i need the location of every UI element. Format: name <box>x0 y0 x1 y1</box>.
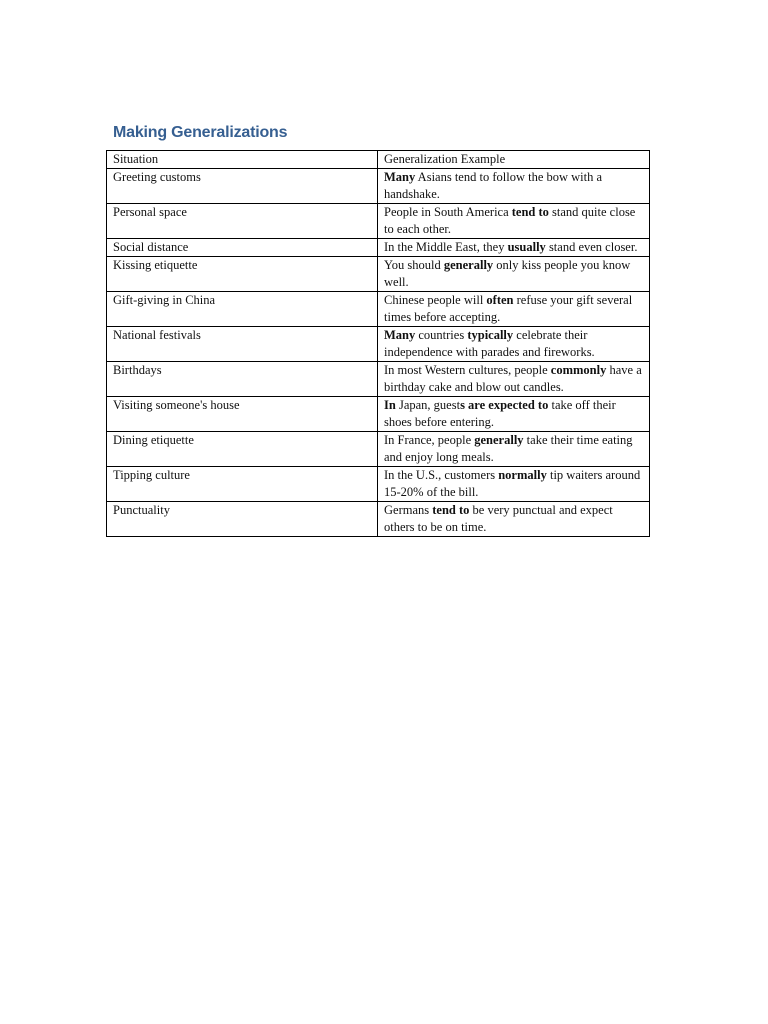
situation-cell: Dining etiquette <box>107 432 378 467</box>
table-row <box>107 362 650 397</box>
example-cell <box>378 169 650 204</box>
generalizations-table <box>106 150 650 537</box>
emphasis-word: often <box>486 293 514 307</box>
table-row <box>107 169 650 204</box>
situation-cell: Punctuality <box>107 502 378 537</box>
table-row <box>107 432 650 467</box>
example-text: countries <box>415 328 468 342</box>
example-cell <box>378 467 650 502</box>
emphasis-word: tend to <box>511 205 549 219</box>
situation-cell: Tipping culture <box>107 467 378 502</box>
situation-cell: National festivals <box>107 327 378 362</box>
emphasis-word: commonly <box>550 363 607 377</box>
example-text: refuse your gift several times before accepting. <box>384 293 633 324</box>
situation-cell: Social distance <box>107 239 378 257</box>
example-cell <box>378 239 650 257</box>
example-cell <box>378 292 650 327</box>
document-title: Making Generalizations <box>113 124 288 141</box>
example-text: celebrate their independence with parades and fireworks. <box>384 328 595 359</box>
situation-cell: Personal space <box>107 204 378 239</box>
emphasis-word: typically <box>467 328 514 342</box>
example-text: stand quite close to each other. <box>384 205 636 236</box>
example-text: Japan, guest <box>395 398 461 412</box>
example-cell <box>378 257 650 292</box>
emphasis-word: In <box>384 398 396 412</box>
emphasis-word: generally <box>474 433 524 447</box>
example-text: take off their shoes before entering. <box>384 398 616 429</box>
example-cell <box>378 397 650 432</box>
example-text: In the Middle East, they <box>384 240 508 254</box>
emphasis-word: s are expected to <box>460 398 549 412</box>
table-row <box>107 257 650 292</box>
table-row <box>107 204 650 239</box>
example-text: tip waiters around 15-20% of the bill. <box>384 468 641 499</box>
example-cell <box>378 327 650 362</box>
table-header-row <box>107 151 650 169</box>
example-text: In the U.S., customers <box>384 468 499 482</box>
table-row <box>107 239 650 257</box>
example-text: take their time eating and enjoy long meals. <box>384 433 633 464</box>
example-cell <box>378 432 650 467</box>
header-situation: Situation <box>107 151 378 169</box>
example-text: only kiss people you know well. <box>384 258 631 289</box>
example-text: have a birthday cake and blow out candles. <box>384 363 642 394</box>
example-cell <box>378 204 650 239</box>
emphasis-word: normally <box>498 468 547 482</box>
example-text: be very punctual and expect others to be on time. <box>384 503 613 534</box>
table-row <box>107 292 650 327</box>
table-row <box>107 502 650 537</box>
table-row <box>107 327 650 362</box>
situation-cell: Visiting someone's house <box>107 397 378 432</box>
situation-cell: Gift-giving in China <box>107 292 378 327</box>
example-text: Chinese people will <box>384 293 487 307</box>
example-text: Germans <box>384 503 433 517</box>
example-text: People in South America <box>384 205 512 219</box>
situation-cell: Greeting customs <box>107 169 378 204</box>
emphasis-word: Many <box>384 328 416 342</box>
example-text: stand even closer. <box>545 240 638 254</box>
example-text: In most Western cultures, people <box>384 363 551 377</box>
example-text: Asians tend to follow the bow with a handshake. <box>384 170 603 201</box>
table-row <box>107 397 650 432</box>
header-generalization-example: Generalization Example <box>378 151 650 169</box>
example-text: In France, people <box>384 433 475 447</box>
situation-cell: Birthdays <box>107 362 378 397</box>
table-body <box>107 151 650 537</box>
table-row <box>107 467 650 502</box>
emphasis-word: generally <box>443 258 494 272</box>
emphasis-word: Many <box>384 170 416 184</box>
emphasis-word: tend to <box>432 503 470 517</box>
example-text: You should <box>384 258 444 272</box>
situation-cell: Kissing etiquette <box>107 257 378 292</box>
example-cell <box>378 502 650 537</box>
example-cell <box>378 362 650 397</box>
emphasis-word: usually <box>507 240 546 254</box>
